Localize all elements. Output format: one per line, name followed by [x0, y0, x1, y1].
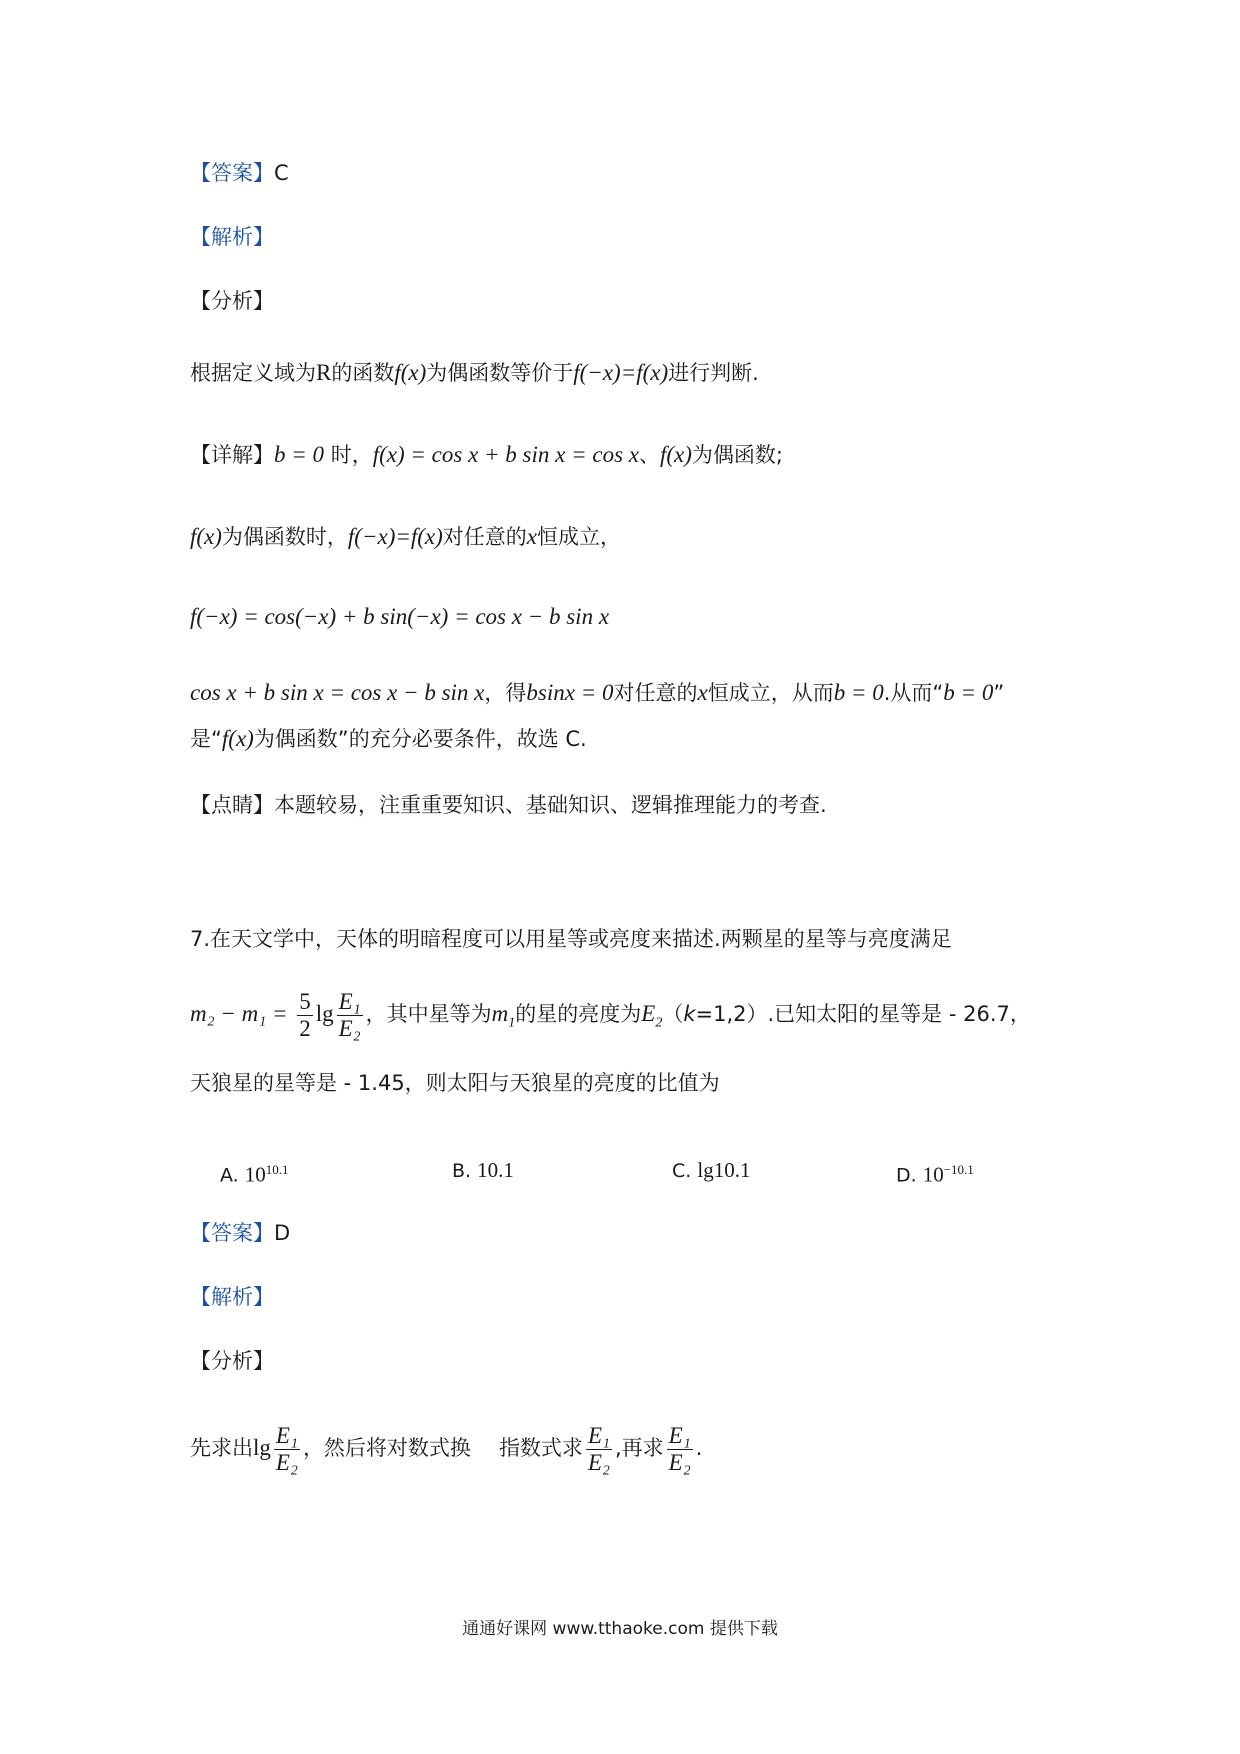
math-frac-E	[337, 989, 363, 1042]
text-segment: .	[695, 1436, 703, 1460]
option-label: C.	[672, 1160, 692, 1182]
text-segment: ，然后将对数式换	[302, 1436, 471, 1460]
q6-line2	[190, 522, 621, 552]
option-label: D.	[896, 1164, 917, 1187]
text-segment: 的函数	[331, 361, 395, 385]
q7-answer-label: 【答案】	[190, 1221, 274, 1245]
math-b0: b = 0	[943, 680, 994, 705]
q6-dianjing-text: 本题较易，注重重要知识、基础知识、逻辑推理能力的考查.	[274, 793, 827, 817]
text-segment: 为偶函数”的充分必要条件，故选 C.	[253, 727, 587, 751]
q7-jiexi-text: 【解析】	[190, 1285, 274, 1309]
math-eq: f(−x)=f(x)	[347, 524, 443, 549]
option-sup: 10.1	[265, 1162, 289, 1177]
frac-den: E₂	[668, 1449, 691, 1475]
math-fx: f(x)	[221, 726, 254, 751]
text-segment: 为偶函数时，	[221, 525, 348, 549]
text-segment: 对任意的	[613, 681, 698, 705]
math-bsinx: bsinx = 0	[526, 680, 614, 705]
q7-option-b	[452, 1155, 514, 1186]
q6-jiexi-label	[190, 222, 274, 252]
text-segment: ，其中星等为	[365, 1002, 492, 1026]
text-segment: ,再求	[614, 1436, 664, 1460]
frac-den: E₂	[338, 1015, 361, 1041]
q6-line4	[190, 678, 1004, 708]
q6-xiangjie-line1	[190, 440, 783, 470]
option-base: 10	[922, 1162, 944, 1187]
math-fx: f(x)	[659, 442, 692, 467]
math-eq: f(x) = cos x + b sin x = cos x	[372, 442, 639, 467]
frac-num: E₁	[275, 1422, 298, 1448]
q6-answer-label: 【答案】	[190, 161, 274, 185]
q7-option-c	[672, 1155, 750, 1186]
q6-dianjing-label: 【点睛】	[190, 793, 274, 817]
option-label: A.	[220, 1164, 239, 1187]
text-segment: .从而“	[883, 681, 944, 705]
q7-jiexi-label	[190, 1282, 274, 1312]
math-frac-E	[586, 1423, 612, 1476]
math-R: R	[316, 360, 332, 385]
text-segment: （	[662, 1002, 684, 1026]
q7-fenxi-label: 【分析】	[190, 1349, 274, 1373]
math-E: E	[641, 1001, 656, 1026]
math-fx: f(x)	[190, 524, 222, 549]
text-segment: 时，	[324, 443, 373, 467]
q6-xiangjie-label: 【详解】	[190, 443, 274, 467]
text-segment: 恒成立，从而	[707, 681, 834, 705]
math-frac-E	[274, 1423, 300, 1476]
option-sup: −10.1	[943, 1162, 974, 1177]
q6-jiexi-text: 【解析】	[190, 225, 274, 249]
text-segment: 为偶函数等价于	[426, 361, 574, 385]
q7-stem-line1: 7.在天文学中，天体的明暗程度可以用星等或亮度来描述.两颗星的星等与亮度满足	[190, 927, 952, 951]
frac-den: E₂	[587, 1449, 610, 1475]
text-segment: 对任意的	[442, 525, 527, 549]
q7-answer-value: D	[274, 1221, 291, 1245]
math-fx: f(x)	[394, 360, 427, 385]
q7-answer	[190, 1218, 290, 1248]
text-segment: ，得	[484, 681, 527, 705]
math-frac-E	[667, 1423, 693, 1476]
q7-option-d	[896, 1155, 974, 1190]
math-Ek	[641, 1001, 663, 1031]
q6-fenxi-text	[190, 358, 759, 388]
math-x: x	[697, 680, 708, 705]
page-footer: 通通好课网 www.tthaoke.com 提供下载	[462, 1619, 778, 1639]
text-segment: 的星的亮度为	[515, 1002, 642, 1026]
option-label: B.	[452, 1160, 472, 1182]
q7-stem-line2	[190, 984, 1031, 1054]
text-segment: 根据定义域为	[190, 361, 316, 385]
text-segment: 、	[638, 443, 660, 467]
text-segment: 指数式求	[498, 1436, 583, 1460]
q6-line3	[190, 602, 609, 632]
math-x: x	[526, 524, 538, 549]
q6-fenxi-label: 【分析】	[190, 289, 274, 313]
text-segment: 是“	[190, 727, 222, 751]
text-segment: 为偶函数;	[691, 443, 783, 467]
q6-line5	[190, 724, 587, 754]
math-eq: cos x + b sin x = cos x − b sin x	[190, 680, 485, 705]
math-lg: lg	[253, 1435, 271, 1460]
math-b0: b = 0	[833, 680, 884, 705]
frac-num: E₁	[587, 1422, 610, 1448]
math-lg: lg	[315, 1001, 334, 1026]
frac-den: E₂	[275, 1449, 298, 1475]
math-frac-coef	[297, 989, 313, 1042]
math-eq: f(−x) = cos(−x) + b sin(−x) = cos x − b sin x	[190, 604, 610, 629]
text-segment: 进行判断.	[668, 361, 759, 385]
math-b0: b = 0	[274, 442, 325, 467]
q6-answer-value: C	[274, 161, 289, 185]
math-mk	[491, 1001, 516, 1031]
text-segment: 先求出	[190, 1436, 253, 1460]
frac-num: E₁	[338, 988, 361, 1014]
q7-stem-line3: 天狼星的星等是 - 1.45，则太阳与天狼星的亮度的比值为	[190, 1071, 720, 1095]
math-m: m	[491, 1001, 509, 1026]
frac-num: 5	[299, 988, 311, 1014]
q6-dianjing	[190, 790, 827, 820]
q6-answer	[190, 158, 289, 188]
frac-den: 2	[299, 1015, 311, 1041]
text-segment: 恒成立，	[537, 525, 622, 549]
option-text: 10.1	[477, 1158, 514, 1182]
math-lhs: m₂ − m₁ =	[190, 1001, 288, 1026]
text-segment: =1,2）.已知太阳的星等是 - 26.7，	[695, 1002, 1031, 1026]
math-sub: 1	[508, 1015, 516, 1031]
option-text: lg10.1	[697, 1158, 751, 1182]
frac-num: E₁	[668, 1422, 691, 1448]
math-k: k	[683, 1002, 696, 1026]
math-sub: 2	[655, 1015, 663, 1031]
q7-fenxi-line	[190, 1418, 702, 1478]
math-fnx-eq: f(−x)=f(x)	[573, 360, 669, 385]
option-base: 10	[244, 1162, 266, 1187]
q7-option-a	[220, 1155, 289, 1190]
text-segment: ”	[993, 681, 1005, 705]
